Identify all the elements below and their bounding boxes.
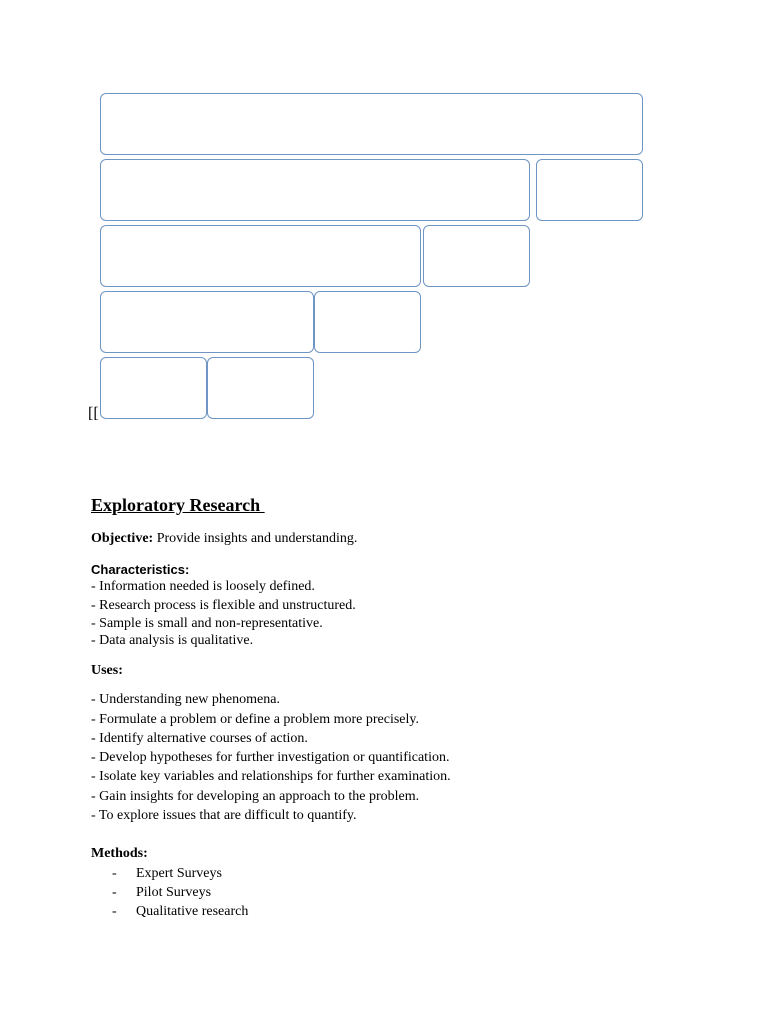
methods-bullet: - [112, 904, 117, 919]
diagram-box-row4-wide [100, 291, 314, 353]
objective-label: Objective: [91, 531, 154, 546]
uses-item: - Isolate key variables and relationships for further examination. [91, 769, 451, 784]
uses-item: - Understanding new phenomena. [91, 692, 280, 707]
characteristics-heading: Characteristics: [91, 562, 190, 577]
bracket-mark: [[ [88, 405, 99, 422]
methods-item: Expert Surveys [136, 866, 222, 881]
characteristics-item: - Sample is small and non-representative. [91, 616, 323, 631]
diagram-box-row5-left [100, 357, 207, 419]
page-title: Exploratory Research [91, 495, 265, 515]
uses-item: - Formulate a problem or define a problem more precisely. [91, 712, 419, 727]
diagram-box-row3-small [423, 225, 530, 287]
objective-text: Provide insights and understanding. [153, 531, 358, 546]
diagram-box-row2-wide [100, 159, 530, 221]
methods-bullet: - [112, 885, 117, 900]
characteristics-item: - Data analysis is qualitative. [91, 633, 254, 648]
diagram-box-row5-right [207, 357, 314, 419]
diagram-box-row3-wide [100, 225, 421, 287]
uses-heading: Uses: [91, 663, 123, 678]
methods-item: Qualitative research [136, 904, 249, 919]
uses-item: - Identify alternative courses of action. [91, 731, 308, 746]
methods-item: Pilot Surveys [136, 885, 212, 900]
methods-heading: Methods: [91, 846, 148, 861]
diagram-box-row2-small [536, 159, 643, 221]
uses-item: - Develop hypotheses for further investigation or quantification. [91, 750, 450, 765]
diagram-box-row1 [100, 93, 643, 155]
characteristics-item: - Information needed is loosely defined. [91, 579, 315, 594]
objective-line [91, 530, 357, 547]
characteristics-item: - Research process is flexible and unstructured. [91, 598, 356, 613]
diagram-box-row4-small [314, 291, 421, 353]
uses-item: - Gain insights for developing an approach to the problem. [91, 789, 420, 804]
uses-item: - To explore issues that are difficult to quantify. [91, 808, 357, 823]
methods-bullet: - [112, 866, 117, 881]
